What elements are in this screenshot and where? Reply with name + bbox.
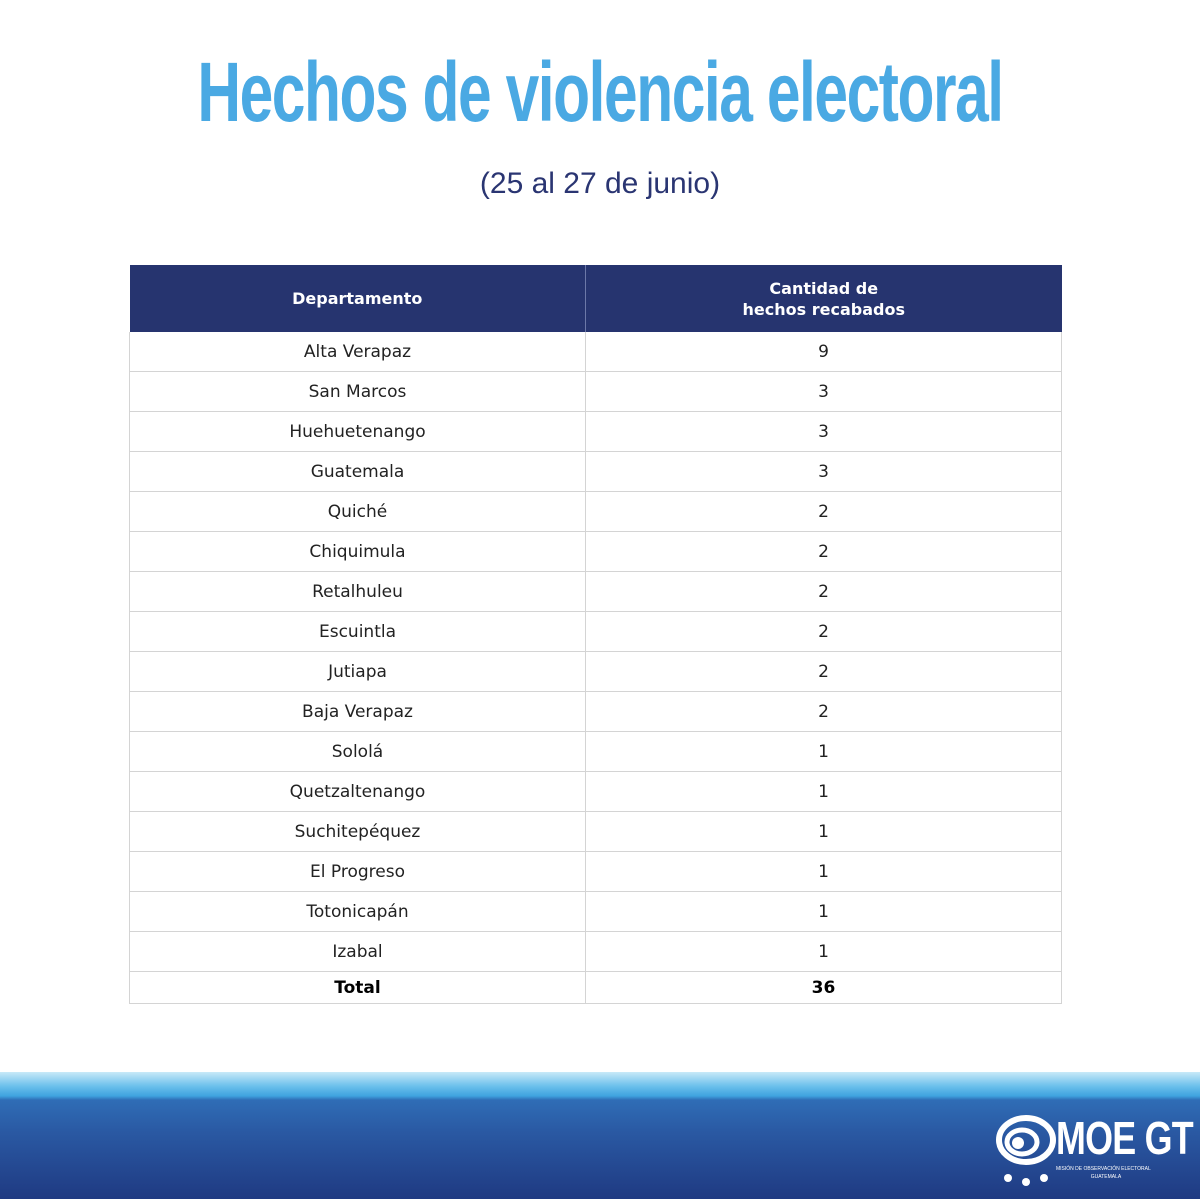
table-header-row xyxy=(130,265,1062,332)
cantidad-cell: 3 xyxy=(586,372,1062,412)
cantidad-cell: 1 xyxy=(586,732,1062,772)
cantidad-cell: 2 xyxy=(586,692,1062,732)
moe-eye-logo-icon xyxy=(996,1110,1058,1188)
date-range-subtitle: (25 al 27 de junio) xyxy=(479,167,721,200)
table-row xyxy=(130,412,1062,452)
violence-facts-table xyxy=(129,265,1062,1004)
column-header-departamento: Departamento xyxy=(130,265,586,332)
cantidad-cell: 1 xyxy=(586,892,1062,932)
total-value: 36 xyxy=(586,972,1062,1004)
departamento-cell: Jutiapa xyxy=(130,652,586,692)
cantidad-cell: 1 xyxy=(586,852,1062,892)
departamento-cell: Sololá xyxy=(130,732,586,772)
departamento-cell: Izabal xyxy=(130,932,586,972)
cantidad-cell: 9 xyxy=(586,332,1062,372)
departamento-cell: Suchitepéquez xyxy=(130,812,586,852)
table-row xyxy=(130,332,1062,372)
table-header xyxy=(130,265,1062,332)
cantidad-cell: 2 xyxy=(586,652,1062,692)
table-row xyxy=(130,572,1062,612)
table-row xyxy=(130,732,1062,772)
cantidad-cell: 1 xyxy=(586,772,1062,812)
departamento-cell: Escuintla xyxy=(130,612,586,652)
departamento-cell: Quiché xyxy=(130,492,586,532)
departamento-cell: Huehuetenango xyxy=(130,412,586,452)
table-row xyxy=(130,372,1062,412)
cantidad-cell: 2 xyxy=(586,492,1062,532)
departamento-cell: San Marcos xyxy=(130,372,586,412)
table-row xyxy=(130,532,1062,572)
cantidad-cell: 2 xyxy=(586,532,1062,572)
moe-gt-logo xyxy=(996,1108,1193,1188)
table-row xyxy=(130,892,1062,932)
logo-tagline: MISIÓN DE OBSERVACIÓN ELECTORAL xyxy=(1056,1166,1151,1172)
departamento-cell: Quetzaltenango xyxy=(130,772,586,812)
cantidad-cell: 1 xyxy=(586,812,1062,852)
logo-wordmark: MOE GT xyxy=(1056,1112,1193,1164)
logo-country: GUATEMALA xyxy=(1090,1174,1122,1180)
total-row xyxy=(130,972,1062,1004)
cantidad-cell: 2 xyxy=(586,612,1062,652)
departamento-cell: Totonicapán xyxy=(130,892,586,932)
table-row xyxy=(130,612,1062,652)
table-row xyxy=(130,772,1062,812)
departamento-cell: Guatemala xyxy=(130,452,586,492)
table-row xyxy=(130,652,1062,692)
departamento-cell: Chiquimula xyxy=(130,532,586,572)
table-body xyxy=(130,332,1062,972)
table-row xyxy=(130,452,1062,492)
table-row xyxy=(130,852,1062,892)
departamento-cell: El Progreso xyxy=(130,852,586,892)
cantidad-cell: 3 xyxy=(586,412,1062,452)
table-row xyxy=(130,932,1062,972)
table-row xyxy=(130,492,1062,532)
departamento-cell: Alta Verapaz xyxy=(130,332,586,372)
table-footer xyxy=(130,972,1062,1004)
table-row xyxy=(130,812,1062,852)
page-title: Hechos de violencia electoral xyxy=(197,45,1003,139)
cantidad-cell: 3 xyxy=(586,452,1062,492)
departamento-cell: Baja Verapaz xyxy=(130,692,586,732)
table-row xyxy=(130,692,1062,732)
column-header-cantidad: Cantidad de hechos recabados xyxy=(586,265,1062,332)
total-label: Total xyxy=(130,972,586,1004)
cantidad-cell: 1 xyxy=(586,932,1062,972)
cantidad-cell: 2 xyxy=(586,572,1062,612)
departamento-cell: Retalhuleu xyxy=(130,572,586,612)
